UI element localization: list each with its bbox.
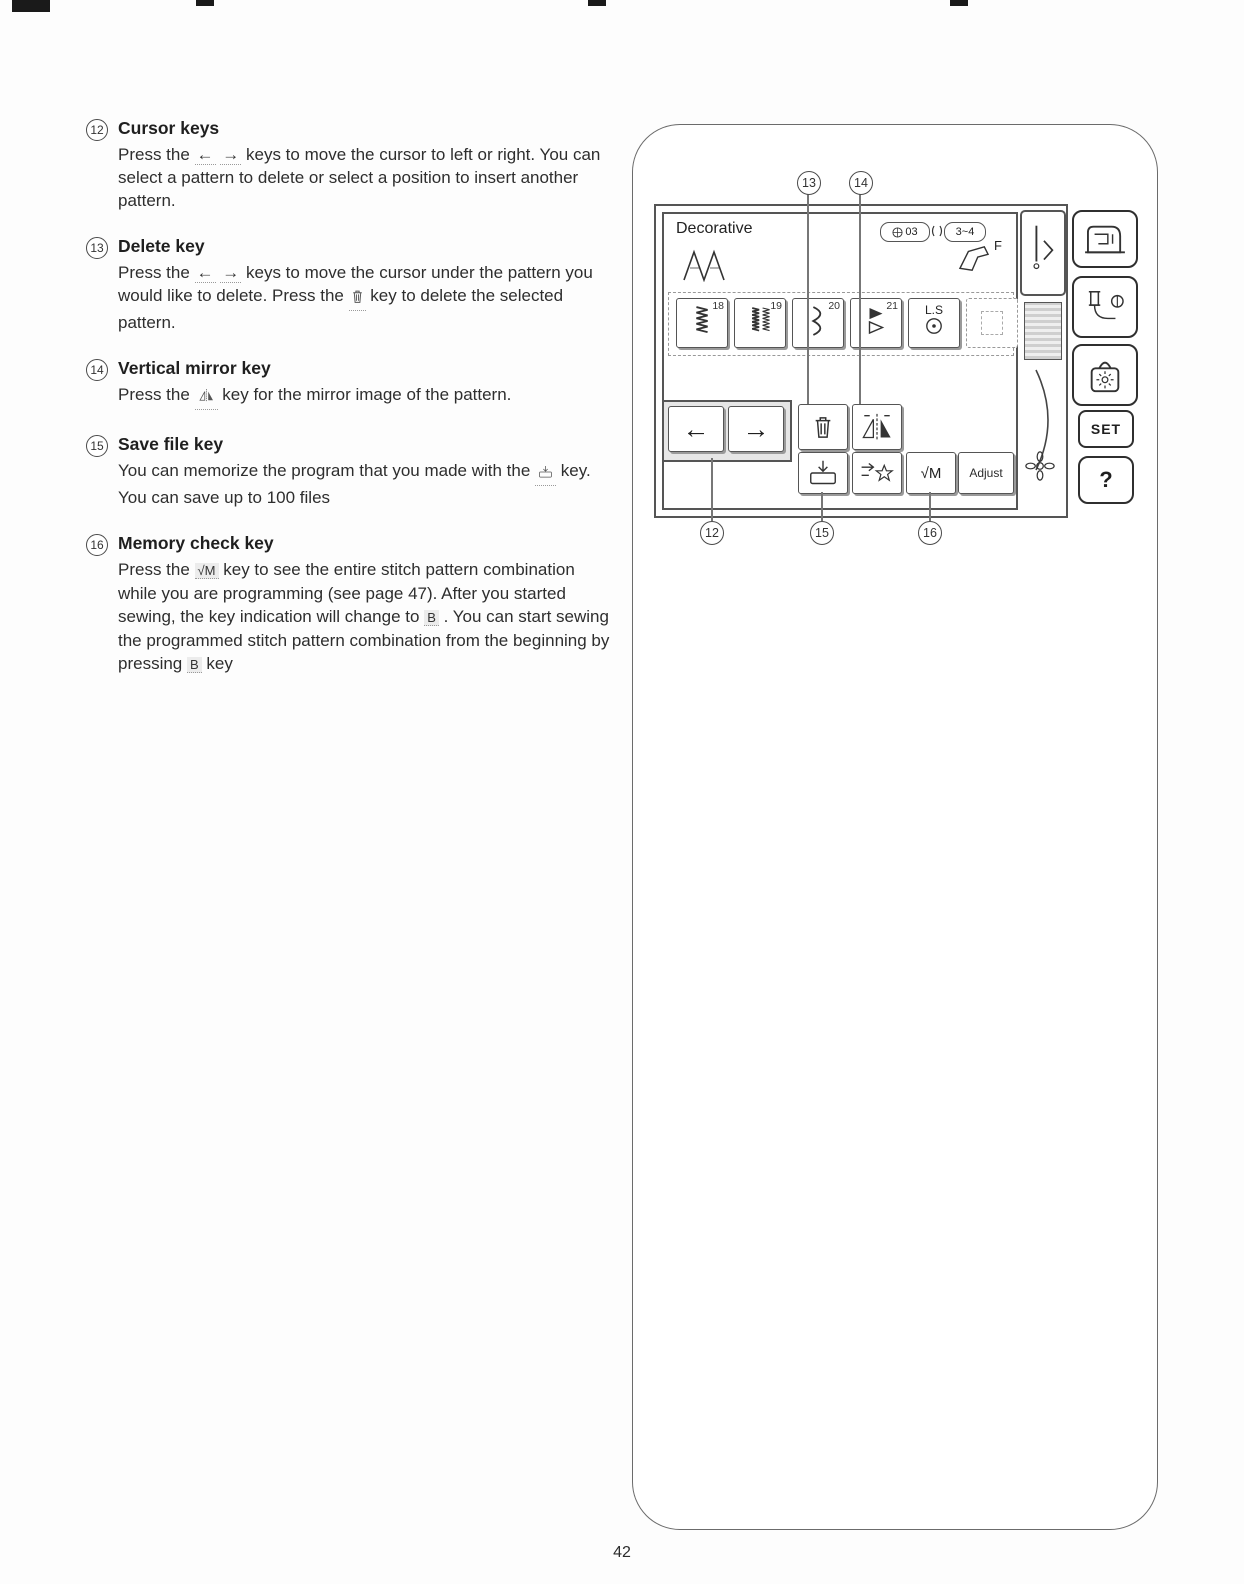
needle-icon — [1027, 220, 1059, 286]
section-vertical-mirror-key — [88, 358, 600, 410]
threading-guide-button — [1072, 276, 1138, 338]
section-cursor-keys — [88, 118, 600, 212]
section-body: Press the √M key to see the entire stitch pattern combination while you are programming (see page 47). After you started sewing, the key indication will change to B . You can start sewing the programmed stitch pattern combination from the beginning by pressing B key — [118, 560, 610, 673]
section-title: Save file key — [118, 434, 224, 454]
flower-icon — [1024, 448, 1056, 489]
instruction-sections — [88, 118, 610, 700]
mirror-icon — [857, 412, 897, 443]
sewing-machine-icon — [1083, 221, 1127, 257]
thread-spool-icon — [1083, 288, 1127, 326]
needle-threader-tab — [1020, 210, 1066, 296]
lock-stitch-content — [909, 303, 959, 335]
empty-slot-icon — [981, 311, 1003, 335]
page-number: 42 — [613, 1544, 631, 1561]
key-token: B — [424, 610, 439, 626]
right-arrow-icon: → — [742, 413, 770, 444]
delete-key — [798, 404, 848, 450]
pattern-key-21 — [850, 298, 902, 348]
save-icon — [805, 459, 841, 487]
accessory-bag-button — [1072, 344, 1138, 406]
save-file-key — [798, 452, 848, 494]
callout-14: 14 — [849, 171, 873, 195]
arrow-glyph: ← — [196, 145, 214, 164]
callout-line-13 — [807, 193, 809, 404]
set-label: SET — [1090, 421, 1122, 437]
section-number-badge: 16 — [86, 534, 108, 556]
arrows-star-icon — [857, 459, 897, 488]
callout-13: 13 — [797, 171, 821, 195]
pattern-key-20 — [792, 298, 844, 348]
section-memory-check-key — [88, 533, 610, 676]
lock-stitch-label: L.S — [924, 303, 943, 317]
mirror-icon — [195, 386, 218, 410]
arrow-glyph: → — [222, 263, 240, 282]
scan-mark — [950, 0, 968, 6]
arrow-glyph: ← — [196, 263, 214, 282]
section-body: You can memorize the program that you made with the key. You can save up to 100 files — [118, 461, 591, 507]
pattern-key-18 — [676, 298, 728, 348]
section-save-file-key — [88, 434, 600, 509]
section-delete-key — [88, 236, 600, 334]
presser-foot-label: F — [994, 238, 1002, 253]
lock-stitch-key — [908, 298, 960, 348]
stitch-number-indicator — [880, 222, 930, 242]
stitch-number-value: 03 — [905, 226, 918, 238]
stitch-pattern-icon — [677, 305, 727, 337]
spool-icon — [892, 227, 903, 238]
section-number-badge: 12 — [86, 119, 108, 141]
pattern-key-number: 21 — [886, 300, 898, 312]
section-title: Vertical mirror key — [118, 358, 271, 378]
left-arrow-icon: ← — [682, 413, 710, 444]
sewing-mode-button — [1072, 210, 1138, 268]
pattern-key-19 — [734, 298, 786, 348]
section-number-badge: 14 — [86, 359, 108, 381]
section-body: Press the key for the mirror image of the pattern. — [118, 383, 618, 410]
callout-15: 15 — [810, 521, 834, 545]
pattern-key-number: 18 — [712, 300, 724, 312]
presser-foot-icon — [956, 244, 992, 279]
bobbin-icon — [930, 224, 944, 243]
callout-line-12 — [711, 458, 713, 521]
section-number-badge: 13 — [86, 237, 108, 259]
pattern-key-number: 20 — [828, 300, 840, 312]
scan-mark — [588, 0, 606, 6]
callout-line-14 — [859, 193, 861, 404]
section-title: Memory check key — [118, 533, 274, 553]
callout-line-16 — [929, 492, 931, 521]
pattern-star-key — [852, 452, 902, 494]
trash-icon — [349, 287, 366, 311]
stitch-pattern-icon — [793, 305, 843, 337]
section-title: Delete key — [118, 236, 205, 256]
section-body: Press the ← → keys to move the cursor to left or right. You can select a pattern to delete or select a position to insert another pattern. — [118, 145, 601, 210]
screen-mode-label: Decorative — [676, 220, 753, 237]
pattern-key-number: 19 — [770, 300, 782, 312]
scan-mark — [196, 0, 214, 6]
cursor-right-key — [728, 406, 784, 452]
dial-icon — [925, 317, 943, 335]
arrow-glyph: → — [222, 145, 240, 164]
memory-check-key — [906, 452, 956, 494]
scan-mark — [12, 0, 50, 12]
key-token: B — [187, 657, 202, 673]
adjust-label: Adjust — [969, 466, 1003, 480]
save-icon — [535, 462, 556, 486]
vertical-mirror-key — [852, 404, 902, 450]
stitch-width-indicator — [944, 222, 986, 242]
screen-contrast-icon — [1024, 302, 1062, 360]
key-token: √M — [195, 563, 219, 579]
tote-bag-icon — [1083, 355, 1127, 395]
set-button — [1078, 410, 1134, 448]
stitch-pattern-icon — [735, 305, 785, 337]
help-label: ? — [1099, 467, 1113, 492]
memory-check-label: √M — [920, 464, 942, 482]
callout-12: 12 — [700, 521, 724, 545]
adjust-key — [958, 452, 1014, 494]
stitch-width-value: 3~4 — [955, 226, 975, 238]
section-number-badge: 15 — [86, 435, 108, 457]
help-button — [1078, 456, 1134, 504]
section-title: Cursor keys — [118, 118, 220, 138]
empty-pattern-key — [966, 298, 1018, 348]
callout-16: 16 — [918, 521, 942, 545]
selected-pattern-preview-icon — [682, 246, 734, 287]
trash-icon — [812, 414, 834, 440]
cursor-left-key — [668, 406, 724, 452]
section-body: Press the ← → keys to move the cursor under the pattern you would like to delete. Press the key to delete the selected pattern. — [118, 263, 593, 332]
callout-line-15 — [821, 492, 823, 521]
